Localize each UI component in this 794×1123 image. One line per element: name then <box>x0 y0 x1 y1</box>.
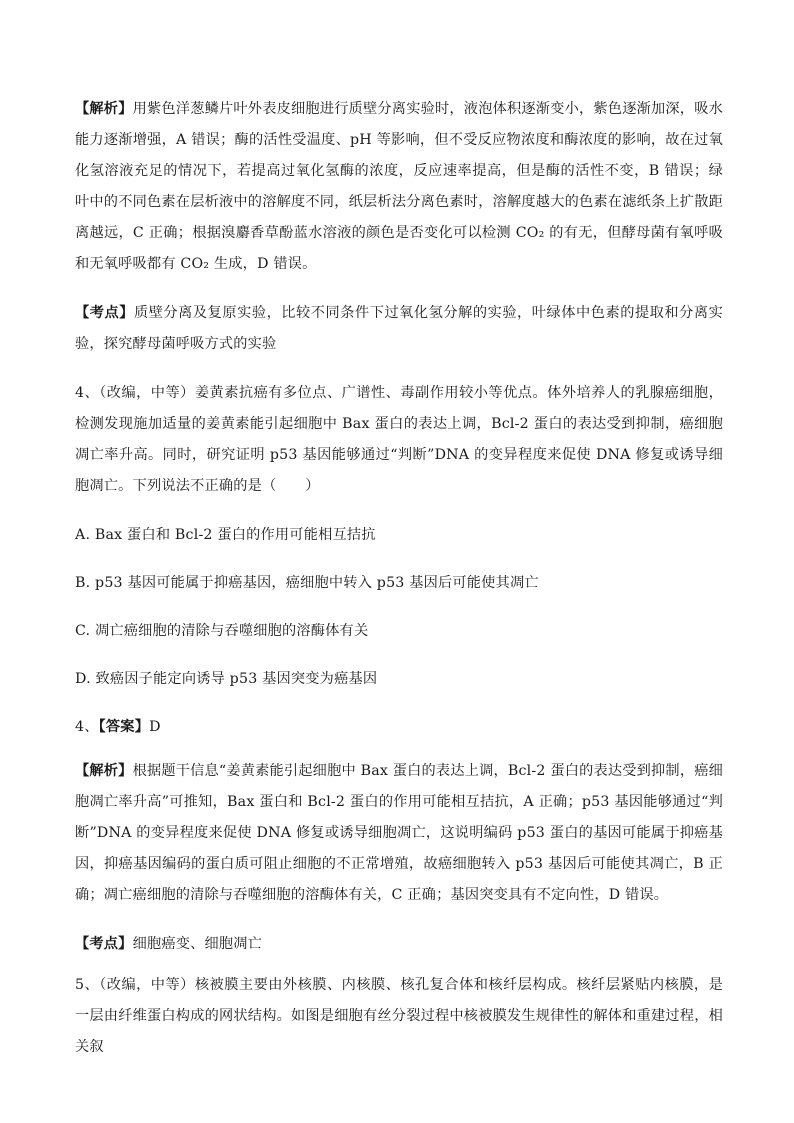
question-4-option-d: D. 致癌因子能定向诱导 p53 基因突变为癌基因 <box>75 671 378 687</box>
analysis-text: 用紫色洋葱鳞片叶外表皮细胞进行质壁分离实验时，液泡体积逐渐变小，紫色逐渐加深，吸水能力逐渐增强，A 错误；酶的活性受温度、pH 等影响，但不受反应物浓度和酶浓度的影响，故在过氧化氢溶液充足的情况下，若提高过氧化氢酶的浓度，反应速率提高，但是酶的活性不变，B 错误；绿叶中的不同色素在层析液中的溶解度不同，纸层析法分离色素时，溶解度越大的色素在滤纸条上扩散距离越远，C 正确；根据溴麝香草酚蓝水溶液的颜色是否变化可以检测 CO₂ 的有无，但酵母菌有氧呼吸和无氧呼吸都有 CO₂ 生成，D 错误。 <box>75 101 723 272</box>
document-page <box>75 94 723 1081</box>
kaodian-paragraph-2 <box>75 929 723 960</box>
kaodian-text: 质壁分离及复原实验，比较不同条件下过氧化氢分解的实验，叶绿体中色素的提取和分离实验，探究酵母菌呼吸方式的实验 <box>75 305 723 352</box>
analysis-tag: 【解析】 <box>75 763 133 779</box>
analysis-tag: 【解析】 <box>75 101 133 117</box>
question-4-answer <box>75 712 723 743</box>
analysis-text: 根据题干信息“姜黄素能引起细胞中 Bax 蛋白的表达上调，Bcl-2 蛋白的表达受到抑制，癌细胞凋亡率升高”可推知，Bax 蛋白和 Bcl-2 蛋白的作用可能相互拮抗，A 正确；p53 基因能够通过“判断”DNA 的变异程度来促使 DNA 修复或诱导细胞凋亡，这说明编码 p53 蛋白的基因可能属于抑癌基因，抑癌基因编码的蛋白质可阻止细胞的不正常增殖，故癌细胞转入 p53 基因后可能使其凋亡，B 正确；凋亡癌细胞的清除与吞噬细胞的溶酶体有关，C 正确；基因突变具有不定向性，D 错误。 <box>75 763 723 903</box>
kaodian-tag: 【考点】 <box>75 936 133 952</box>
question-4-option-b: B. p53 基因可能属于抑癌基因，癌细胞中转入 p53 基因后可能使其凋亡 <box>75 575 539 591</box>
answer-value: D <box>149 719 161 735</box>
answer-tag: 【答案】 <box>98 719 150 735</box>
question-4-option-c: C. 凋亡癌细胞的清除与吞噬细胞的溶酶体有关 <box>75 623 369 639</box>
kaodian-text: 细胞癌变、细胞凋亡 <box>132 936 263 952</box>
analysis-paragraph-2 <box>75 756 723 911</box>
question-4-stem: 4、（改编，中等）姜黄素抗癌有多位点、广谱性、毒副作用较小等优点。体外培养人的乳腺癌细胞，检测发现施加适量的姜黄素能引起细胞中 Bax 蛋白的表达上调，Bcl-2 蛋白的表达受到抑制，癌细胞凋亡率升高。同时，研究证明 p53 基因能够通过“判断”DNA 的变异程度来促使 DNA 修复或诱导细胞凋亡。下列说法不正确的是（ ） <box>75 385 723 494</box>
answer-prefix: 4、 <box>75 719 99 735</box>
question-4-option-a: A. Bax 蛋白和 Bcl-2 蛋白的作用可能相互拮抗 <box>75 527 376 543</box>
kaodian-paragraph-1 <box>75 298 723 360</box>
analysis-paragraph-1 <box>75 94 723 280</box>
question-5-stem: 5、（改编，中等）核被膜主要由外核膜、内核膜、核孔复合体和核纤层构成。核纤层紧贴内核膜，是一层由纤维蛋白构成的网状结构。如图是细胞有丝分裂过程中核被膜发生规律性的解体和重建过程，相关叙 <box>75 977 723 1055</box>
kaodian-tag: 【考点】 <box>75 305 134 321</box>
